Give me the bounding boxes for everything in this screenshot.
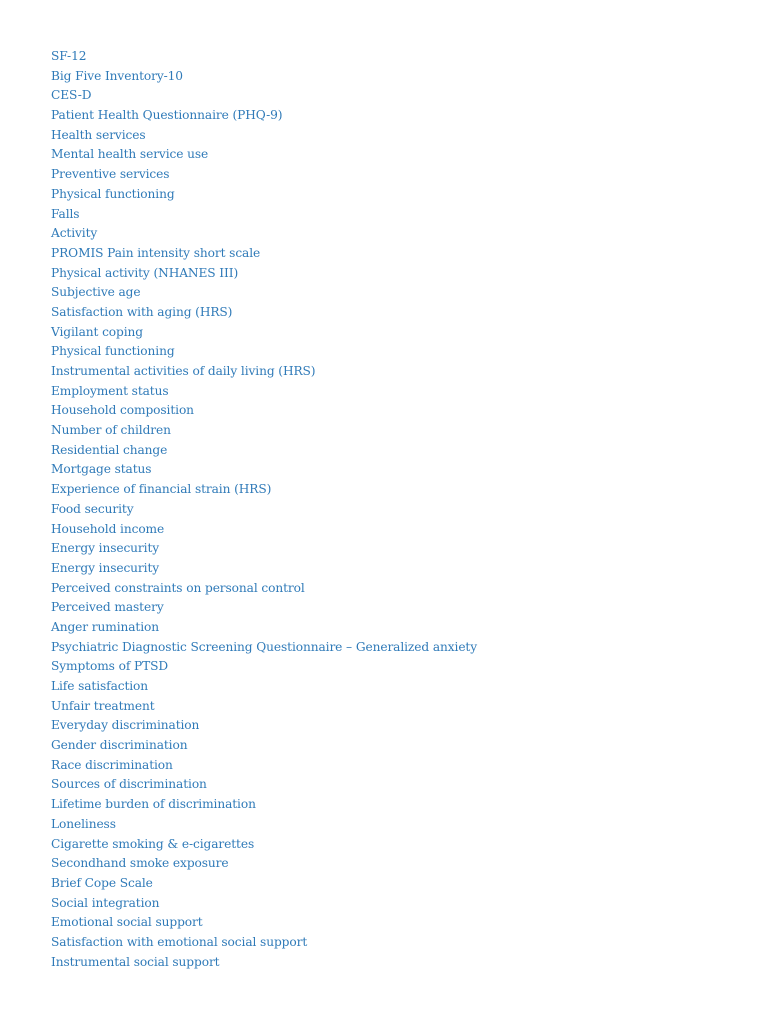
measure-link[interactable]: Perceived constraints on personal control	[51, 580, 305, 595]
measure-link[interactable]: Race discrimination	[51, 757, 173, 772]
list-item	[51, 596, 751, 616]
list-item	[51, 754, 751, 774]
measure-link[interactable]: Number of children	[51, 423, 171, 438]
measure-link[interactable]: Employment status	[51, 383, 169, 398]
list-item	[51, 518, 751, 538]
measure-link[interactable]: Physical functioning	[51, 186, 175, 201]
list-item	[51, 301, 751, 321]
list-item	[51, 695, 751, 715]
measure-link[interactable]: Mortgage status	[51, 462, 152, 477]
measure-link[interactable]: Gender discrimination	[51, 738, 188, 753]
list-item	[51, 143, 751, 163]
list-item	[51, 872, 751, 892]
measure-link[interactable]: Mental health service use	[51, 147, 209, 162]
list-item	[51, 321, 751, 341]
list-item	[51, 439, 751, 459]
list-item	[51, 399, 751, 419]
measure-link[interactable]: Social integration	[51, 895, 160, 910]
measure-link[interactable]: Subjective age	[51, 285, 141, 300]
measure-link[interactable]: Household composition	[51, 403, 194, 418]
list-item	[51, 675, 751, 695]
list-item	[51, 163, 751, 183]
measure-link[interactable]: Anger rumination	[51, 619, 159, 634]
list-item	[51, 222, 751, 242]
measure-link[interactable]: PROMIS Pain intensity short scale	[51, 245, 261, 260]
measure-link[interactable]: Activity	[51, 226, 98, 241]
list-item	[51, 773, 751, 793]
measure-link[interactable]: Symptoms of PTSD	[51, 659, 169, 674]
list-item	[51, 340, 751, 360]
measure-link[interactable]: Lifetime burden of discrimination	[51, 797, 256, 812]
measure-link[interactable]: SF-12	[51, 49, 87, 63]
list-item	[51, 714, 751, 734]
list-item	[51, 84, 751, 104]
measure-link[interactable]: Experience of financial strain (HRS)	[51, 482, 272, 497]
measure-link[interactable]: Psychiatric Diagnostic Screening Questionnaire – Generalized anxiety	[51, 639, 478, 654]
list-item	[51, 419, 751, 439]
list-item	[51, 892, 751, 912]
list-item	[51, 852, 751, 872]
measure-link[interactable]: Unfair treatment	[51, 698, 155, 713]
list-item	[51, 104, 751, 124]
list-item	[51, 183, 751, 203]
measure-link[interactable]: Perceived mastery	[51, 600, 164, 615]
list-item	[51, 380, 751, 400]
measure-link-list	[51, 45, 751, 970]
list-item	[51, 537, 751, 557]
list-item	[51, 951, 751, 971]
measure-link[interactable]: Household income	[51, 521, 165, 536]
list-item	[51, 65, 751, 85]
measure-link[interactable]: Energy insecurity	[51, 560, 160, 575]
list-item	[51, 557, 751, 577]
measure-link[interactable]: Physical functioning	[51, 344, 175, 359]
list-item	[51, 833, 751, 853]
measure-link[interactable]: Satisfaction with aging (HRS)	[51, 304, 233, 319]
measure-link[interactable]: Emotional social support	[51, 915, 203, 930]
measure-link[interactable]: Preventive services	[51, 167, 170, 182]
list-item	[51, 203, 751, 223]
document-page	[51, 45, 751, 970]
list-item	[51, 478, 751, 498]
measure-link[interactable]: Falls	[51, 206, 80, 221]
measure-link[interactable]: Life satisfaction	[51, 679, 149, 693]
list-item	[51, 262, 751, 282]
list-item	[51, 931, 751, 951]
list-item	[51, 45, 751, 65]
measure-link[interactable]: Energy insecurity	[51, 541, 160, 556]
measure-link[interactable]: Satisfaction with emotional social support	[51, 934, 308, 949]
measure-link[interactable]: Patient Health Questionnaire (PHQ-9)	[51, 108, 283, 123]
list-item	[51, 458, 751, 478]
list-item	[51, 616, 751, 636]
measure-link[interactable]: Big Five Inventory-10	[51, 68, 183, 83]
list-item	[51, 793, 751, 813]
list-item	[51, 577, 751, 597]
list-item	[51, 636, 751, 656]
measure-link[interactable]: Instrumental social support	[51, 954, 220, 969]
list-item	[51, 242, 751, 262]
list-item	[51, 734, 751, 754]
measure-link[interactable]: Loneliness	[51, 816, 116, 831]
list-item	[51, 655, 751, 675]
measure-link[interactable]: Instrumental activities of daily living (HRS)	[51, 364, 316, 378]
list-item	[51, 813, 751, 833]
measure-link[interactable]: Food security	[51, 501, 134, 516]
measure-link[interactable]: Secondhand smoke exposure	[51, 856, 229, 871]
list-item	[51, 360, 751, 380]
measure-link[interactable]: Physical activity (NHANES III)	[51, 265, 239, 280]
measure-link[interactable]: Brief Cope Scale	[51, 875, 153, 890]
measure-link[interactable]: Cigarette smoking & e-cigarettes	[51, 836, 255, 851]
list-item	[51, 281, 751, 301]
list-item	[51, 498, 751, 518]
list-item	[51, 911, 751, 931]
measure-link[interactable]: CES-D	[51, 88, 92, 103]
measure-link[interactable]: Everyday discrimination	[51, 718, 200, 733]
measure-link[interactable]: Residential change	[51, 442, 168, 457]
measure-link[interactable]: Sources of discrimination	[51, 777, 207, 792]
measure-link[interactable]: Health services	[51, 127, 146, 142]
list-item	[51, 124, 751, 144]
measure-link[interactable]: Vigilant coping	[51, 324, 143, 339]
